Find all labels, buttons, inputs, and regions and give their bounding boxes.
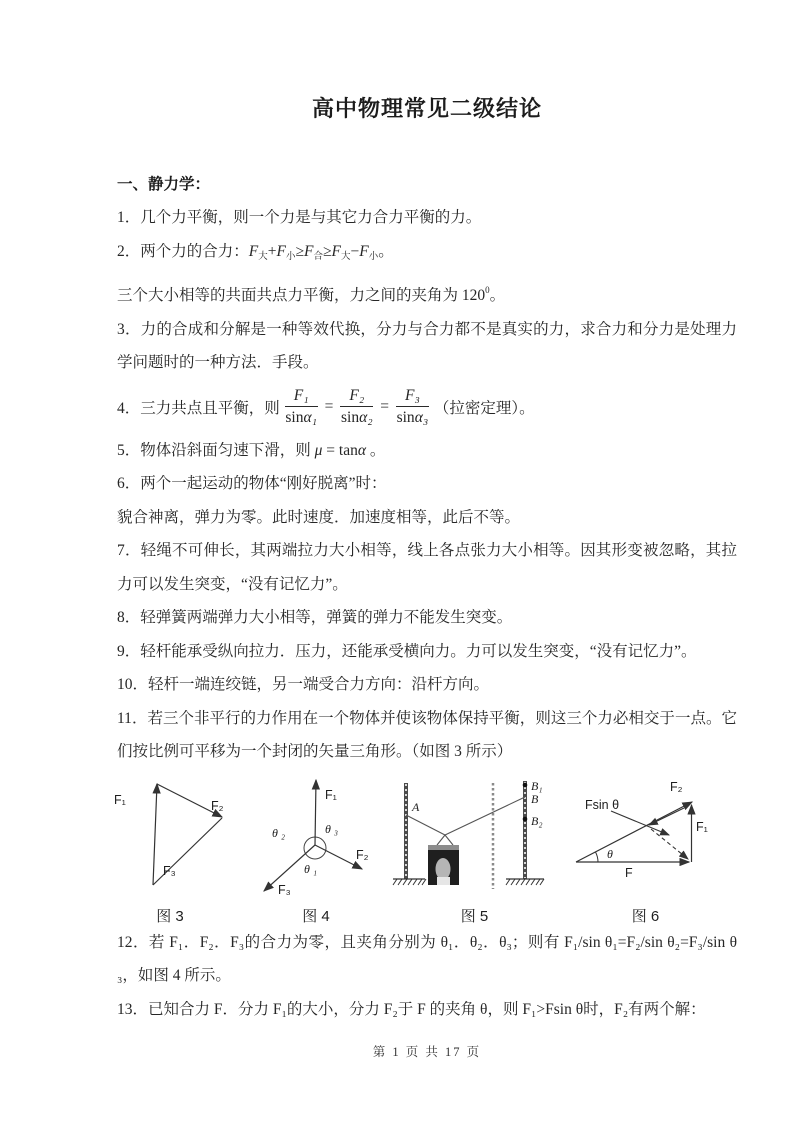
fraction-f2-numerator: F₂ bbox=[340, 386, 373, 407]
equals-sign: = bbox=[380, 397, 389, 415]
b-label: B bbox=[531, 791, 539, 806]
page-number-footer: 第 1 页 共 17 页 bbox=[372, 1045, 482, 1059]
figure-3 bbox=[100, 771, 240, 926]
fsin-theta-label: Fsin θ bbox=[585, 797, 620, 812]
fraction-f1-numerator: F₁ bbox=[285, 386, 318, 407]
figure-6 bbox=[563, 771, 728, 926]
item-10: 10．轻杆一端连绞链，另一端受合力方向：沿杆方向。 bbox=[117, 676, 490, 693]
theta2-label: θ ₂ bbox=[272, 825, 286, 840]
item-12: 12．若 F₁．F₂．F₃的合力为零，且夹角分别为 θ₁．θ₂．θ₃；则有 F₁/sin θ₁=F₂/sin θ₂=F₃/sin θ₃，如图 4 所示。 bbox=[117, 933, 737, 984]
figure-4-diagram bbox=[246, 771, 386, 903]
item-13: 13．已知合力 F．分力 F₁的大小，分力 F₂于 F 的夹角 θ，则 F₁>Fsin θ时，F₂有两个解： bbox=[117, 1000, 706, 1018]
section-heading-statics: 一、静力学： bbox=[117, 176, 211, 193]
b2-label: B₂ bbox=[531, 813, 543, 828]
item-8: 8．轻弹簧两端弹力大小相等，弹簧的弹力不能发生突变。 bbox=[117, 609, 513, 626]
figure-row bbox=[100, 771, 737, 926]
b2-point bbox=[523, 816, 528, 821]
figure-6-caption: 图 6 bbox=[631, 907, 660, 925]
picture-figure bbox=[436, 858, 451, 880]
item-6-note: 貌合神离，弹力为零。此时速度．加速度相等，此后不等。 bbox=[117, 508, 521, 526]
figure-5-diagram bbox=[392, 771, 557, 903]
figure-5-caption: 图 5 bbox=[460, 907, 489, 925]
theta-label: θ bbox=[607, 846, 613, 861]
f1-label: F₁ bbox=[114, 792, 126, 807]
string bbox=[406, 797, 525, 835]
picture-bottom-patch bbox=[437, 877, 450, 885]
second-solution-dashed bbox=[651, 829, 688, 859]
picture-top-bar bbox=[428, 845, 459, 850]
fraction-f2-denominator: sinα₂ bbox=[340, 409, 373, 426]
f3-label: F₃ bbox=[163, 863, 176, 878]
left-ground-hatch bbox=[393, 879, 426, 885]
f1-label: F₁ bbox=[325, 787, 337, 802]
fraction-f1-denominator: sinα₁ bbox=[285, 409, 317, 426]
fraction-f3-numerator: F₃ bbox=[396, 386, 429, 407]
f1-vector bbox=[315, 780, 316, 845]
fsin-pointer-line bbox=[611, 811, 669, 835]
item-6: 6．两个一起运动的物体“刚好脱离”时： bbox=[117, 475, 387, 492]
f3-label: F₃ bbox=[278, 882, 291, 897]
item-4 bbox=[117, 380, 737, 434]
figure-4 bbox=[246, 771, 386, 926]
item-5: 5．物体沿斜面匀速下滑，则 μ = tanα 。 bbox=[117, 441, 386, 459]
f2-label: F₂ bbox=[670, 779, 683, 794]
item-4-prefix: 4．三力共点且平衡，则 bbox=[117, 399, 280, 417]
f1-label: F₁ bbox=[696, 819, 708, 834]
perpendicular-arrow bbox=[649, 808, 684, 825]
f2-label: F₂ bbox=[211, 798, 224, 813]
page-title: 高中物理常见二级结论 bbox=[311, 96, 542, 121]
fraction-f3 bbox=[396, 386, 429, 428]
figure-3-caption: 图 3 bbox=[156, 907, 184, 925]
item-7: 7．轻绳不可伸长，其两端拉力大小相等，线上各点张力大小相等。因其形变被忽略，其拉力可以发生突变，“没有记忆力”。 bbox=[117, 542, 737, 593]
theta1-label: θ ₁ bbox=[304, 861, 318, 876]
b1-label: B₁ bbox=[531, 778, 543, 793]
item-11: 11．若三个非平行的力作用在一个物体并使该物体保持平衡，则这三个力必相交于一点。它们按比例可平移为一个封闭的矢量三角形。（如图 3 所示） bbox=[117, 709, 737, 760]
a-label: A bbox=[412, 799, 420, 814]
theta3-label: θ ₃ bbox=[325, 821, 339, 836]
theta-arc bbox=[596, 852, 599, 862]
item-1: 1．几个力平衡，则一个力是与其它力合力平衡的力。 bbox=[117, 209, 482, 226]
figure-5 bbox=[392, 771, 557, 926]
figure-4-caption: 图 4 bbox=[302, 907, 330, 925]
f-label: F bbox=[625, 865, 633, 880]
figure-3-diagram bbox=[100, 771, 240, 903]
right-ground-hatch bbox=[506, 879, 544, 885]
fraction-f2 bbox=[340, 386, 373, 428]
fraction-f3-denominator: sinα₃ bbox=[396, 409, 429, 426]
figure-6-diagram bbox=[563, 771, 728, 903]
item-3: 3．力的合成和分解是一种等效代换，分力与合力都不是真实的力，求合力和分力是处理力学问题时的一种方法．手段。 bbox=[117, 320, 737, 371]
f2-label: F₂ bbox=[356, 847, 369, 862]
item-9: 9．轻杆能承受纵向拉力．压力，还能承受横向力。力可以发生突变，“没有记忆力”。 bbox=[117, 642, 697, 660]
fraction-f1 bbox=[285, 386, 318, 428]
f1-vector bbox=[153, 784, 157, 885]
item-2-note: 三个大小相等的共面共点力平衡，力之间的夹角为 $120^0$。 bbox=[117, 285, 506, 304]
hanger bbox=[437, 835, 453, 845]
item-2: 2．两个力的合力：$F_大+F_小\ge F_合\ge F_大-F_小$。 bbox=[117, 242, 394, 262]
equals-sign: = bbox=[324, 397, 334, 415]
item-4-suffix: （拉密定理）。 bbox=[433, 399, 535, 417]
b1-point bbox=[523, 782, 528, 787]
